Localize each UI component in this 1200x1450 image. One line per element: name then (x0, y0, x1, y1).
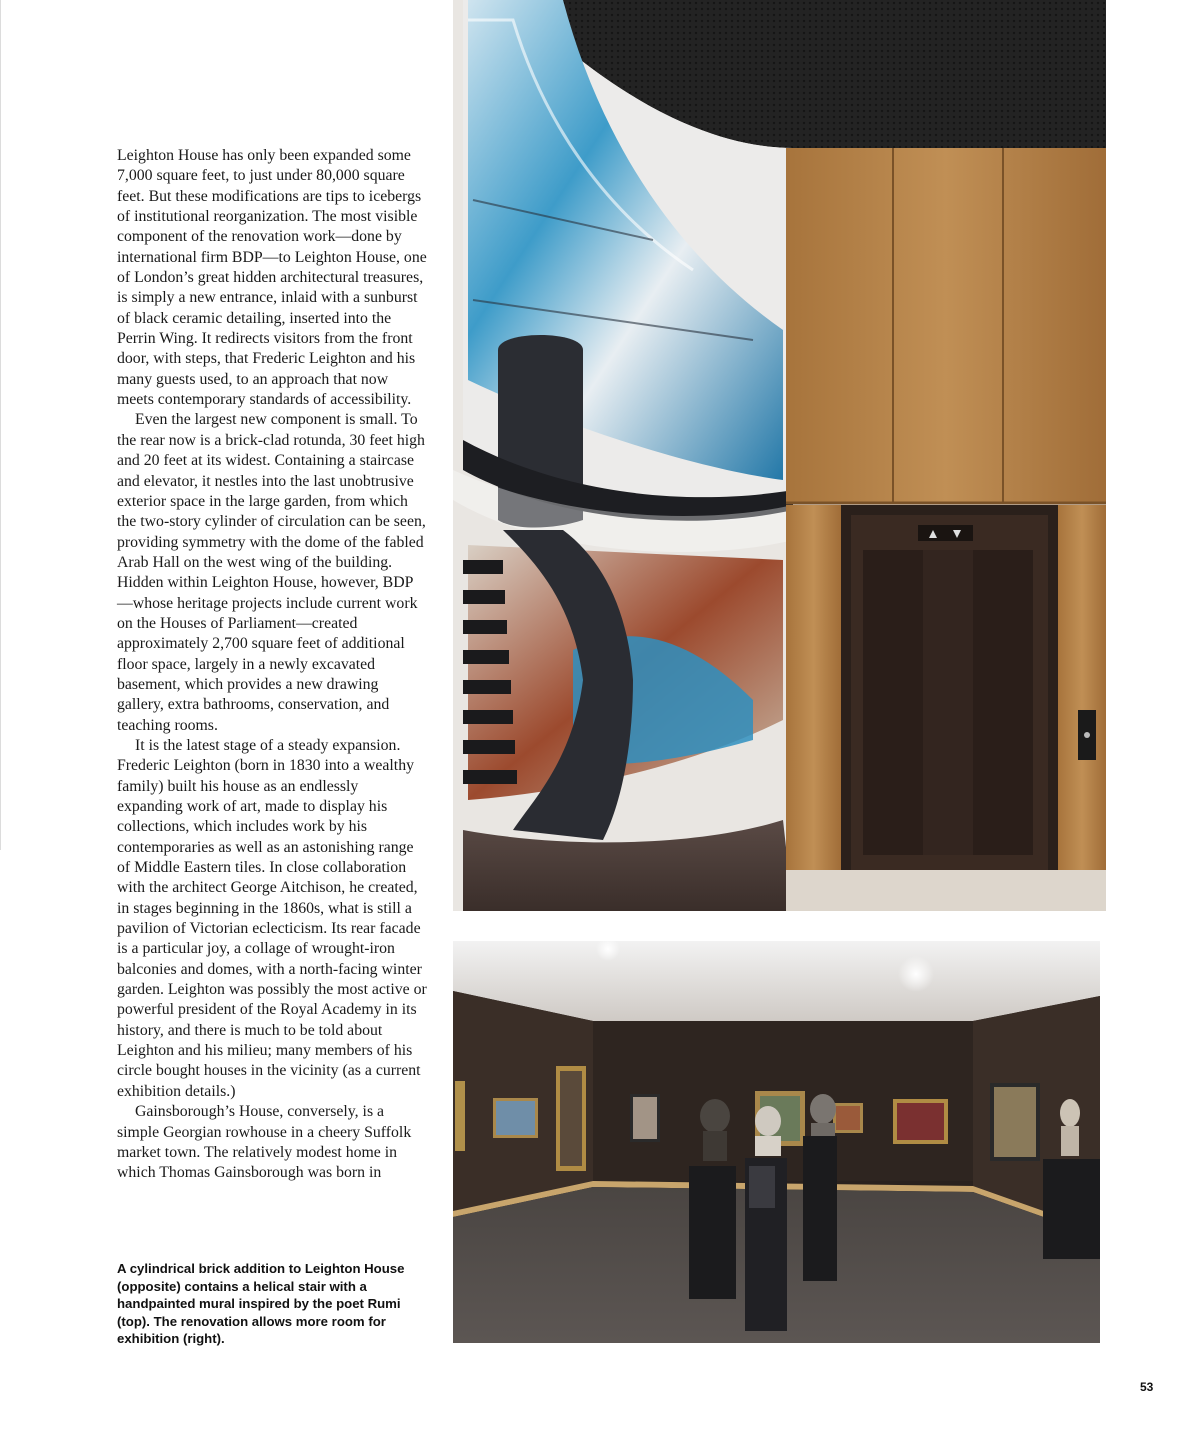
article-paragraph-2: Even the largest new component is small. To the rear now is a brick-clad rotunda, 30 feet high and 20 feet at its widest. Containing a staircase and elevator, it nestles into the last unobtrusive exterior space in the large garden, from which the two-story cylinder of circulation can be seen, providing symmetry with the dome of the fabled Arab Hall on the west wing of the building. Hidden within Leighton House, however, BDP—whose heritage projects include current work on the Houses of Parliament—created approximately 2,700 square feet of additional floor space, largely in a newly excavated basement, which provides a new drawing gallery, extra bathrooms, conservation, and teaching rooms. (117, 411, 426, 734)
article-paragraph-4: Gainsborough’s House, conversely, is a simple Georgian rowhouse in a cheery Suffolk market town. The relatively modest home in which Thomas Gainsborough was born in (117, 1103, 412, 1182)
article-paragraph-1: Leighton House has only been expanded some 7,000 square feet, to just under 80,000 square feet. But these modifications are tips to icebergs of institutional reorganization. The most visible component of the renovation work—done by international firm BDP—to Leighton House, one of London’s great hidden architectural treasures, is simply a new entrance, inlaid with a sunburst of black ceramic detailing, inserted into the Perrin Wing. It redirects visitors from the front door, with steps, that Frederic Leighton and his many guests used, to an approach that now meets contemporary standards of accessibility. (117, 147, 427, 409)
article-body (117, 146, 427, 1184)
page-gutter-line (0, 0, 1, 850)
stair-elevator-photo (453, 0, 1106, 911)
gallery-photo (453, 941, 1100, 1343)
page-number: 53 (1140, 1380, 1154, 1394)
photo-caption: A cylindrical brick addition to Leighton House (opposite) contains a helical stair with a handpainted mural inspired by the poet Rumi (top). The renovation allows more room for exhibition (right). (117, 1261, 405, 1347)
article-paragraph-3: It is the latest stage of a steady expansion. Frederic Leighton (born in 1830 into a wealthy family) built his house as an endlessly expanding work of art, made to display his collections, which includes work by his contemporaries as well as an astonishing range of Middle Eastern tiles. In close collaboration with the architect George Aitchison, he created, in stages beginning in the 1860s, what is still a pavilion of Victorian eclecticism. Its rear facade is a particular joy, a collage of wrought-iron balconies and domes, with a north-facing winter garden. Leighton was possibly the most active or powerful president of the Royal Academy in its history, and there is much to be told about Leighton and his milieu; many members of his circle bought houses in the vicinity (as a current exhibition details.) (117, 736, 427, 1100)
